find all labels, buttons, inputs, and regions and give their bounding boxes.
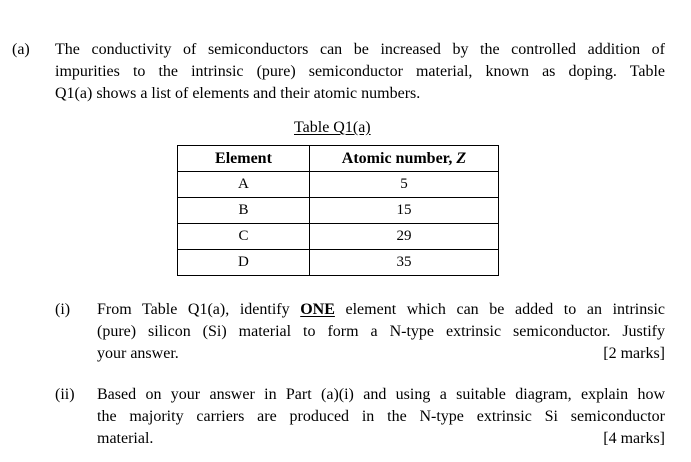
part-label: (a) <box>12 41 30 58</box>
sub-ii-line-3: material. <box>97 430 154 447</box>
sub-ii-line-2: the majority carriers are produced in the N-type extrinsic Si semiconductor <box>97 408 665 425</box>
sub-ii-marks: [4 marks] <box>603 430 665 447</box>
cell-atomic-number: 15 <box>309 198 498 224</box>
sub-i-line-1-pre: From Table Q1(a), identify <box>97 301 301 318</box>
intro-line-2: impurities to the intrinsic (pure) semiconductor material, known as doping. Table <box>55 63 665 80</box>
cell-element: D <box>178 250 310 276</box>
table-row <box>178 250 499 276</box>
cell-atomic-number: 29 <box>309 224 498 250</box>
header-element: Element <box>178 146 310 172</box>
sub-i-line-3: your answer. <box>97 345 179 362</box>
cell-atomic-number: 5 <box>309 172 498 198</box>
elements-table <box>177 145 499 276</box>
cell-element: B <box>178 198 310 224</box>
sub-ii-label: (ii) <box>55 386 75 403</box>
intro-line-3: Q1(a) shows a list of elements and their atomic numbers. <box>55 85 421 102</box>
table-row <box>178 224 499 250</box>
table-row <box>178 198 499 224</box>
table-row <box>178 172 499 198</box>
header-atomic-prefix: Atomic number, <box>341 149 457 167</box>
cell-element: C <box>178 224 310 250</box>
sub-i-line-1-post: element which can be added to an intrinsic <box>334 301 666 318</box>
sub-i-line-1 <box>97 299 665 321</box>
sub-i-line-2: (pure) silicon (Si) material to form a N-type extrinsic semiconductor. Justify <box>97 323 665 340</box>
sub-i-emphasis: ONE <box>300 301 335 318</box>
header-atomic-symbol: Z <box>456 149 467 167</box>
header-atomic-number <box>309 146 498 172</box>
cell-element: A <box>178 172 310 198</box>
sub-i-marks: [2 marks] <box>603 345 665 362</box>
intro-line-1: The conductivity of semiconductors can be increased by the controlled addition of <box>55 41 665 58</box>
sub-i-label: (i) <box>55 301 71 318</box>
cell-atomic-number: 35 <box>309 250 498 276</box>
sub-ii-line-1: Based on your answer in Part (a)(i) and using a suitable diagram, explain how <box>97 386 665 403</box>
table-header-row <box>178 146 499 172</box>
table-caption: Table Q1(a) <box>294 119 371 136</box>
